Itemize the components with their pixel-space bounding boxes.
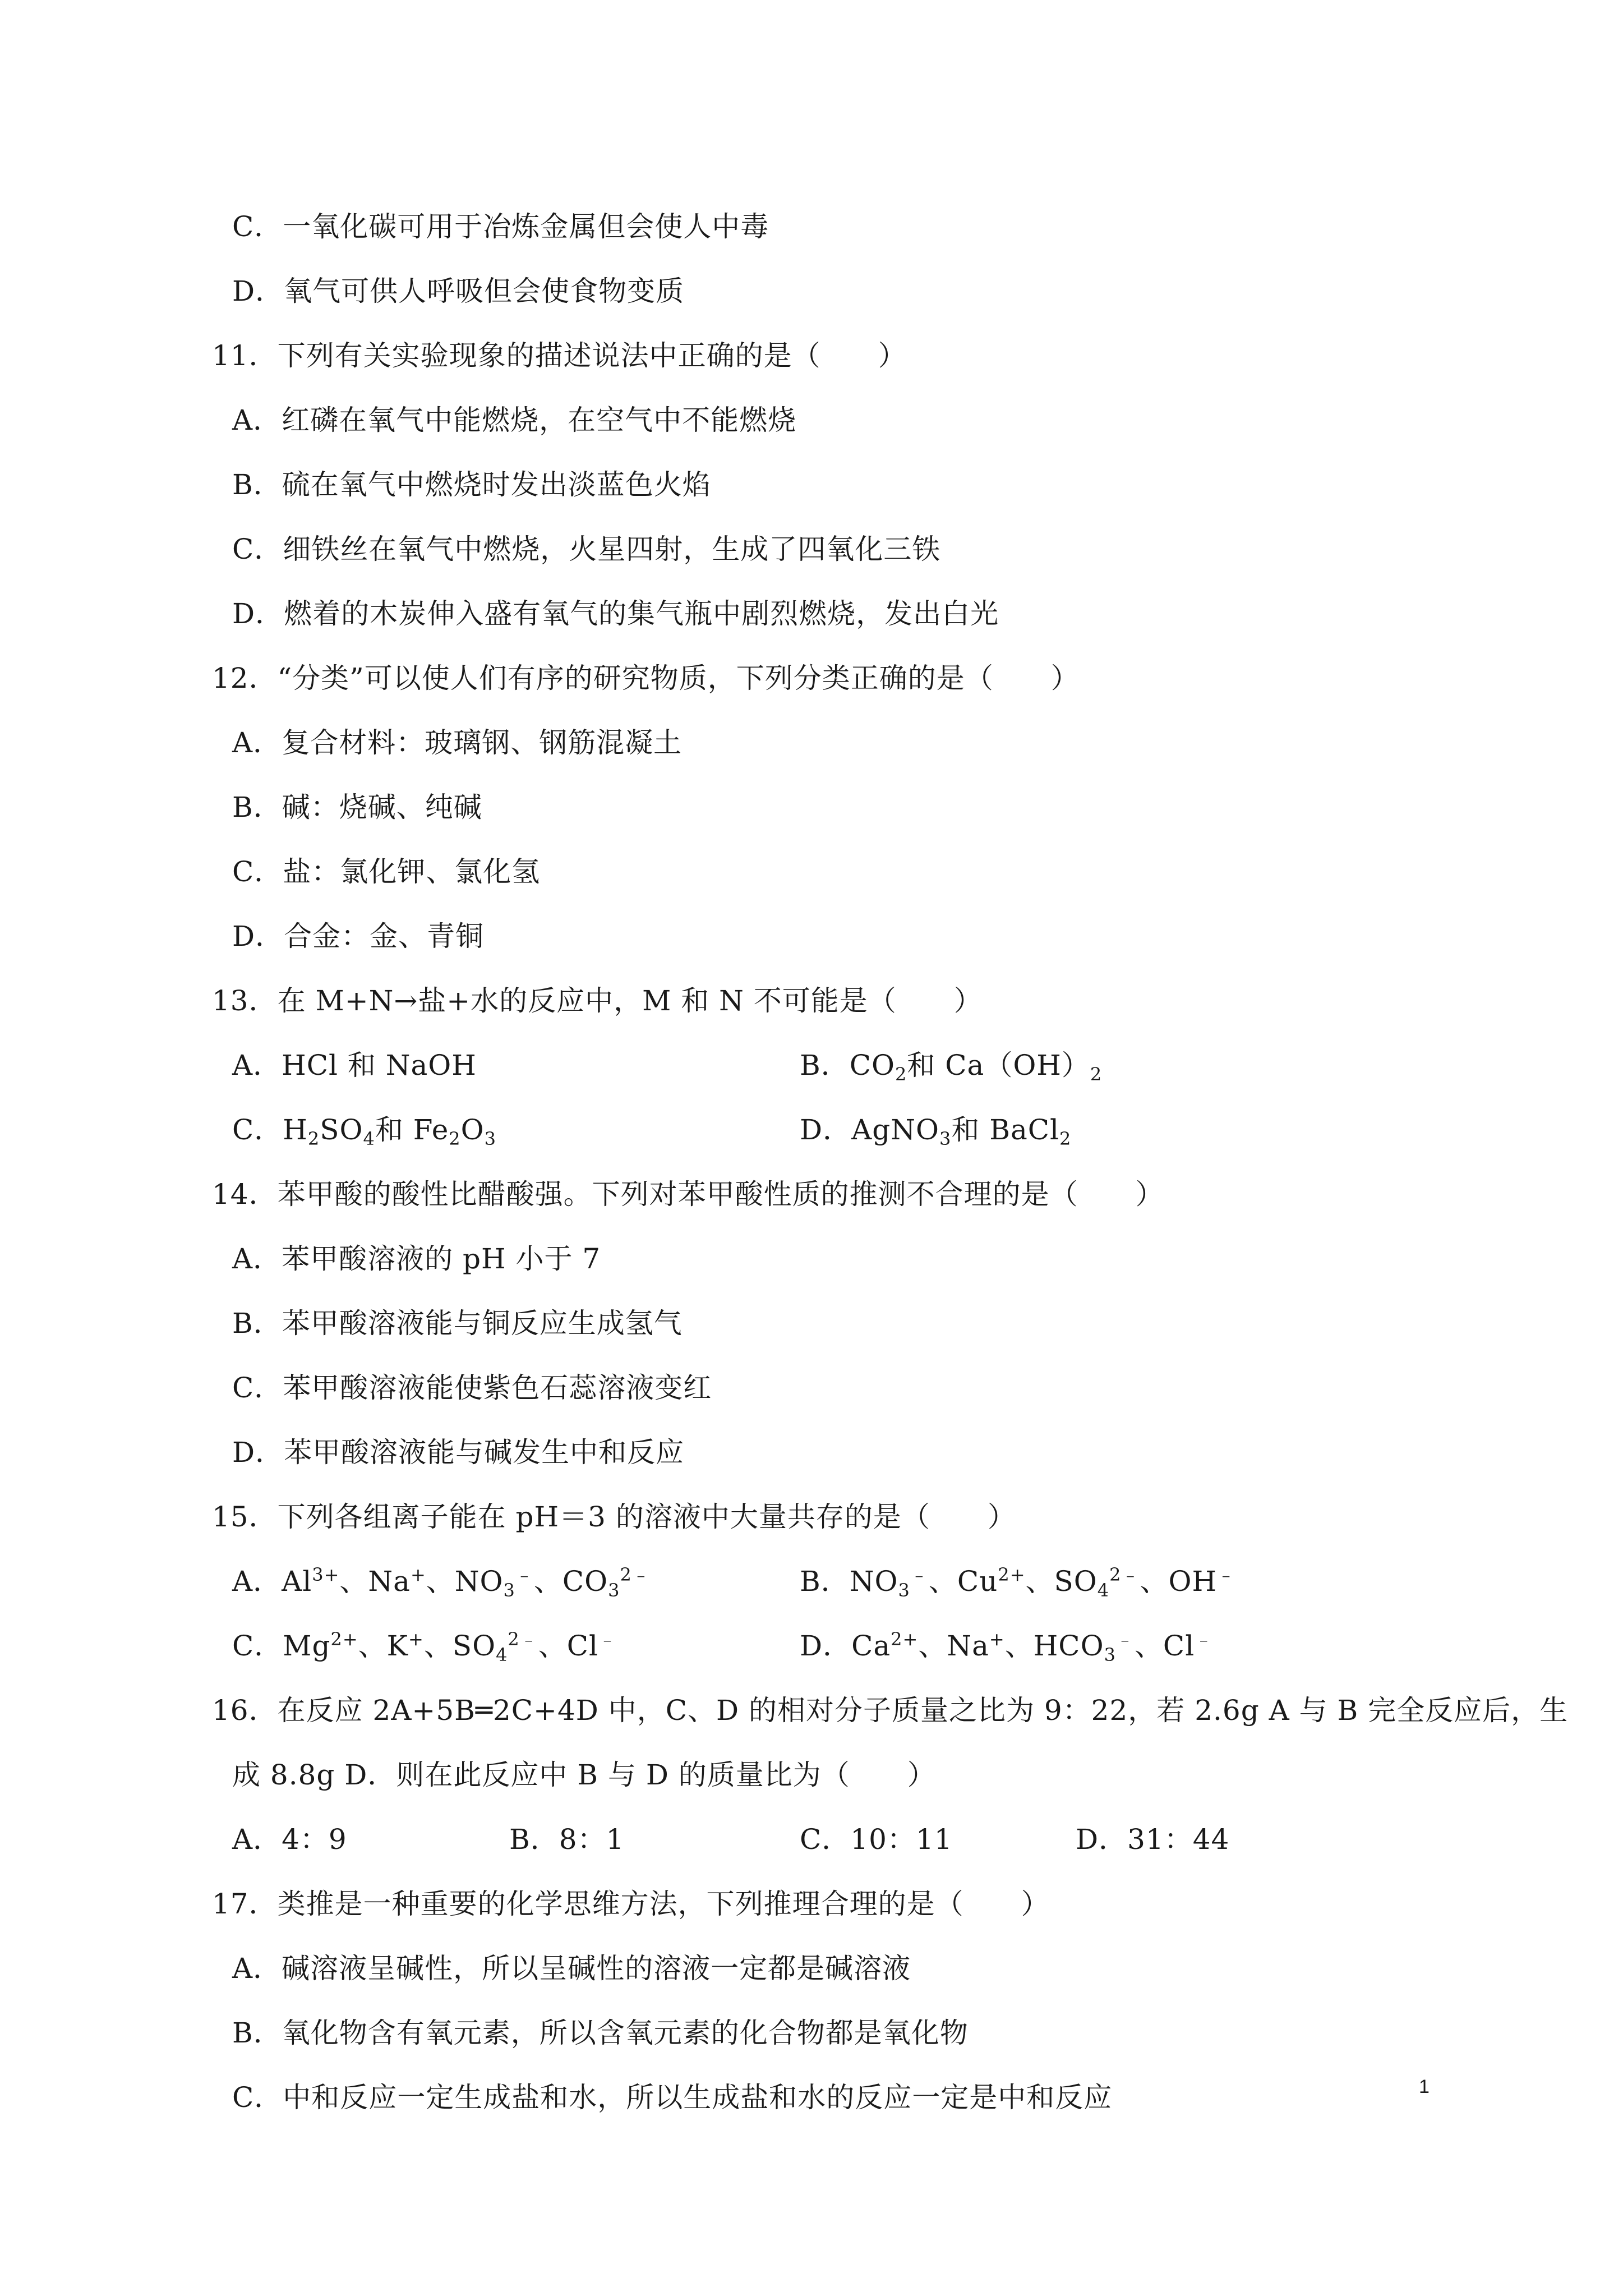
q12-option-c: C．盐：氯化钾、氯化氢 <box>232 855 541 888</box>
q17-option-c: C．中和反应一定生成盐和水，所以生成盐和水的反应一定是中和反应 <box>232 2081 1113 2114</box>
q17-option-a: A．碱溶液呈碱性，所以呈碱性的溶液一定都是碱溶液 <box>232 1952 911 1985</box>
q12-option-a: A．复合材料：玻璃钢、钢筋混凝土 <box>232 726 683 759</box>
q10-option-c: C．一氧化碳可用于冶炼金属但会使人中毒 <box>232 210 769 243</box>
q15-option-c: C．$Mg^{2+}$、K+、$SO_4^{2﹣}$、Cl﹣ <box>232 1628 617 1665</box>
q14-option-d: D．苯甲酸溶液能与碱发生中和反应 <box>232 1436 685 1469</box>
page-number: 1 <box>1419 2076 1430 2097</box>
q15-stem: 15．下列各组离子能在 pH＝3 的溶液中大量共存的是（ ） <box>212 1501 1016 1533</box>
q11-option-d: D．燃着的木炭伸入盛有氧气的集气瓶中剧烈燃烧，发出白光 <box>232 597 999 630</box>
q16-option-a: A．4：9 <box>232 1823 347 1856</box>
q15-option-d: D．$Ca^{2+}$、Na+、$HCO_3^﹣$、Cl﹣ <box>800 1628 1214 1665</box>
q11-option-a: A．红磷在氧气中能燃烧，在空气中不能燃烧 <box>232 404 797 436</box>
q14-stem: 14．苯甲酸的酸性比醋酸强。下列对苯甲酸性质的推测不合理的是（ ） <box>212 1178 1164 1211</box>
q17-stem: 17．类推是一种重要的化学思维方法，下列推理合理的是（ ） <box>212 1888 1050 1920</box>
q15-option-a: A．$Al^{3+}$、Na+、$NO_3^﹣$、$CO_3^{2﹣}$ <box>232 1564 651 1601</box>
q12-option-d: D．合金：金、青铜 <box>232 920 485 953</box>
q14-option-b: B．苯甲酸溶液能与铜反应生成氢气 <box>232 1307 683 1340</box>
q17-option-b: B．氧化物含有氧元素，所以含氧元素的化合物都是氧化物 <box>232 2017 969 2049</box>
q11-stem: 11．下列有关实验现象的描述说法中正确的是（ ） <box>212 339 907 372</box>
q11-option-c: C．细铁丝在氧气中燃烧，火星四射，生成了四氧化三铁 <box>232 533 941 565</box>
q14-option-c: C．苯甲酸溶液能使紫色石蕊溶液变红 <box>232 1372 712 1404</box>
q16-option-b: B．8：1 <box>509 1823 625 1856</box>
q16-option-c: C．10：11 <box>800 1823 953 1856</box>
q13-stem: 13．在 M+N→盐+水的反应中，M 和 N 不可能是（ ） <box>212 984 983 1017</box>
q14-option-a: A．苯甲酸溶液的 pH 小于 7 <box>232 1243 601 1275</box>
q12-option-b: B．碱：烧碱、纯碱 <box>232 791 482 823</box>
q16-stem-line1: 16．在反应 2A+5B═2C+4D 中，C、D 的相对分子质量之比为 9：22，若 2.6g A 与 B 完全反应后，生 <box>212 1694 1569 1727</box>
q16-stem-line2: 成 8.8g D．则在此反应中 B 与 D 的质量比为（ ） <box>232 1759 936 1791</box>
q13-option-c: C．$H_2SO_4$和 $Fe_2O_3$ <box>232 1114 497 1149</box>
q13-option-b: B．$CO_2$和 $Ca(OH)_2$ <box>800 1049 1103 1085</box>
q12-stem: 12．“分类”可以使人们有序的研究物质，下列分类正确的是（ ） <box>212 662 1080 694</box>
q10-option-d: D．氧气可供人呼吸但会使食物变质 <box>232 275 685 307</box>
q13-option-d: D．AgNO$_3$和 BaCl$_2$ <box>800 1114 1072 1149</box>
q16-option-d: D．31：44 <box>1076 1823 1230 1856</box>
q13-option-a: A．HCl 和 NaOH <box>232 1049 477 1082</box>
q15-option-b: B．$NO_3^﹣$、$Cu^{2+}$、$SO_4^{2﹣}$、OH﹣ <box>800 1564 1236 1601</box>
q11-option-b: B．硫在氧气中燃烧时发出淡蓝色火焰 <box>232 468 711 501</box>
